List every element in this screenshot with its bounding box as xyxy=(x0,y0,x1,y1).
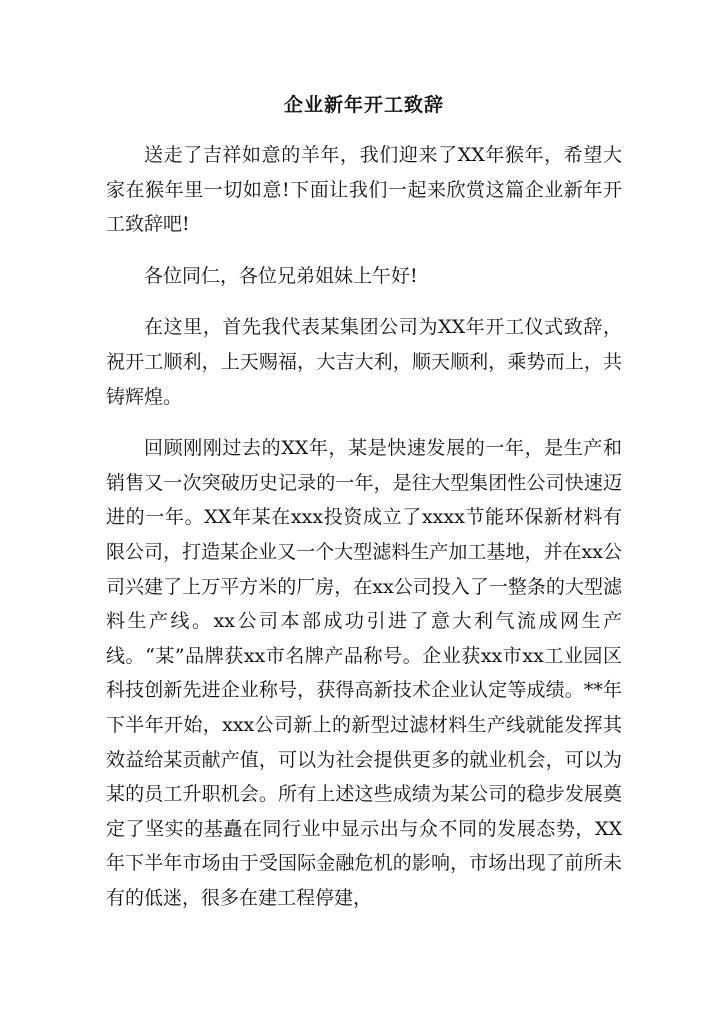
paragraph-review: 回顾刚刚过去的XX年，某是快速发展的一年，是生产和销售又一次突破历史记录的一年，是往大型集团性公司快速迈进的一年。XX年某在xxx投资成立了xxxx节能环保新材料有限公司，打造某企业又一个大型滤料生产加工基地，并在xx公司兴建了上万平方米的厂房，在xx公司投入了一整条的大型滤料生产线。xx公司本部成功引进了意大利气流成网生产线。“某”品牌获xx市名牌产品称号。企业获xx市xx工业园区科技创新先进企业称号，获得高新技术企业认定等成绩。**年下半年开始，xxx公司新上的新型过滤材料生产线就能发挥其效益给某贡献产值，可以为社会提供更多的就业机会，可以为某的员工升职机会。所有上述这些成绩为某公司的稳步发展奠定了坚实的基矗在同行业中显示出与众不同的发展态势，XX年下半年市场由于受国际金融危机的影响，市场出现了前所未有的低迷，很多在建工程停建， xyxy=(106,437,622,909)
document-title: 企业新年开工致辞 xyxy=(283,94,444,116)
paragraph-opening-wishes: 在这里，首先我代表某集团公司为XX年开工仪式致辞，祝开工顺利，上天赐福，大吉大利，顺天顺利，乘势而上，共铸辉煌。 xyxy=(106,316,622,408)
paragraph-greeting: 各位同仁，各位兄弟姐妹上午好! xyxy=(144,264,418,287)
paragraph-intro: 送走了吉祥如意的羊年，我们迎来了XX年猴年，希望大家在猴年里一切如意!下面让我们一起来欣赏这篇企业新年开工致辞吧! xyxy=(106,144,622,236)
